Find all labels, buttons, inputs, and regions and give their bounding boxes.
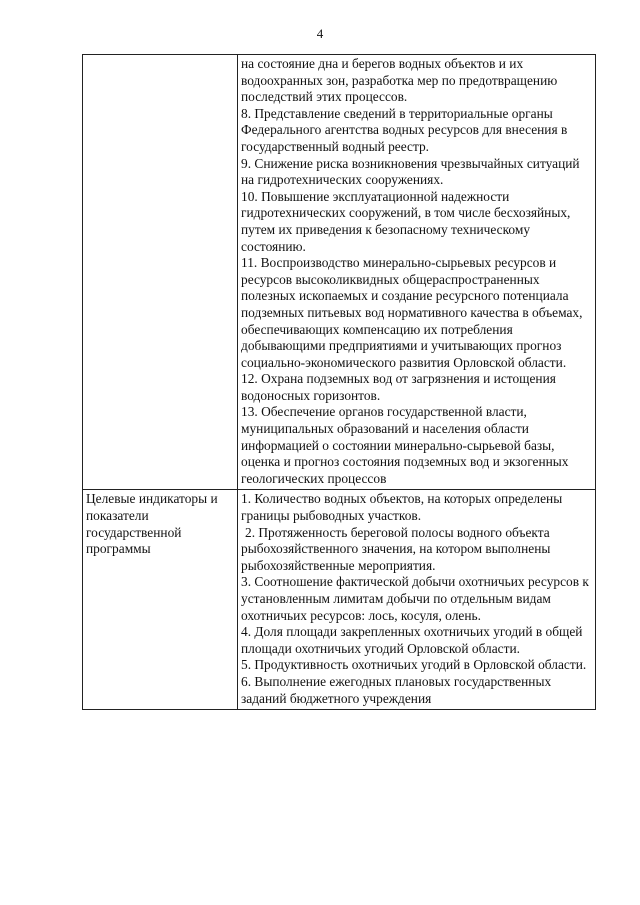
paragraph: 9. Снижение риска возникновения чрезвычайных ситуаций на гидротехнических сооружениях. (241, 155, 580, 188)
paragraph: 4. Доля площади закрепленных охотничьих угодий в общей площади охотничьих угодий Орловской области. (241, 624, 583, 656)
paragraph: 6. Выполнение ежегодных плановых государственных заданий бюджетного учреждения (241, 673, 552, 706)
paragraph: на состояние дна и берегов водных объектов и их водоохранных зон, разработка мер по предотвращению последствий этих процессов. (241, 56, 558, 105)
paragraph: 13. Обеспечение органов государственной власти, муниципальных образований и населения области информацией о состоянии минерально-сырьевой базы, оценка и прогноз состояния подземных вод и экзогенных геологических процессов (241, 404, 569, 486)
row-label-cell: Целевые индикаторы и показатели государственной программы (83, 490, 238, 710)
page-number: 4 (316, 26, 324, 41)
table-row (83, 55, 596, 490)
paragraph: 12. Охрана подземных вод от загрязнения и истощения водоносных горизонтов. (241, 371, 556, 403)
paragraph: 3. Соотношение фактической добычи охотничьих ресурсов к установленным лимитам добычи по отдельным видам охотничьих ресурсов: лось, косуля, олень. (241, 574, 589, 623)
row-label-cell (83, 55, 238, 490)
paragraph: 8. Представление сведений в территориальные органы Федерального агентства водных ресурсов для внесения в государственный водный реестр. (241, 105, 568, 154)
paragraph: 10. Повышение эксплуатационной надежности гидротехнических сооружений, в том числе бесхозяйных, путем их приведения к безопасному техническому состоянию. (241, 188, 571, 254)
paragraph: 5. Продуктивность охотничьих угодий в Орловской области. (241, 657, 587, 673)
row-content-cell (238, 55, 596, 490)
paragraph: 1. Количество водных объектов, на которых определены границы рыбоводных участков. (241, 491, 563, 524)
program-passport-table (82, 54, 596, 710)
table-row (83, 490, 596, 710)
paragraph: 11. Воспроизводство минерально-сырьевых ресурсов и ресурсов высоколиквидных общераспространенных полезных ископаемых и создание ресурсного потенциала подземных питьевых вод нормативного качества в объемах, обеспечивающих компенсацию их потребления добывающими предприятиями и учитывающих прогноз социально-экономического развития Орловской области. (241, 255, 583, 370)
row-content-cell (238, 490, 596, 710)
paragraph: 2. Протяженность береговой полосы водного объекта рыбохозяйственного значения, на котором выполнены рыбохозяйственные мероприятия. (241, 524, 551, 573)
